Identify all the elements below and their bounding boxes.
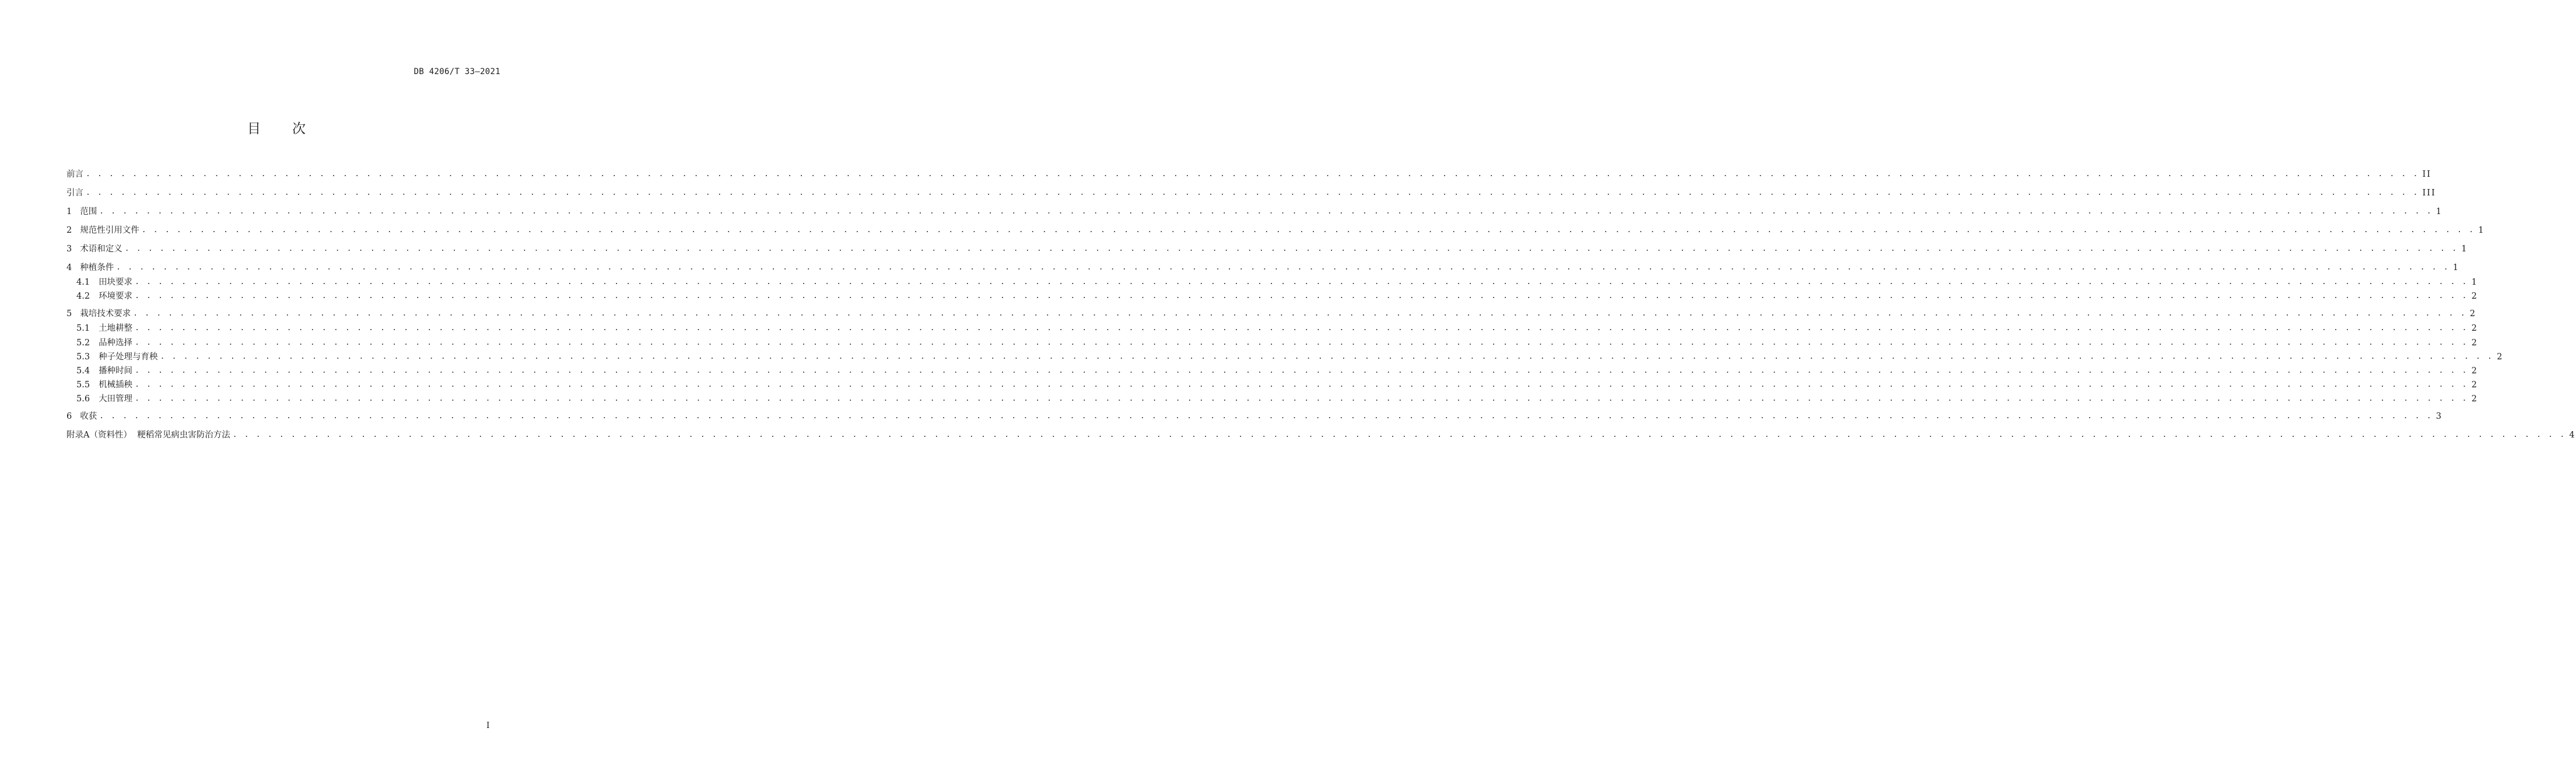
toc-entry[interactable] [66,224,2485,237]
toc-title-part1: 目 [247,121,262,136]
toc-entry-number: 5 [66,309,72,318]
toc-entry-page: 2 [2471,366,2478,376]
toc-dot-leader: . . . . . . . . . . . . . . . . . . . . . . . . . . . . . . . . . . . . . . . . . . . . . . . . . . . . . . . . . . . . . . . . . . . . . . . . . . . . . . . . . . . . . . . . . . . . . . . . . . . . . . . . . . . . . . . . . . . . . . . . . . . . . . . . . . . . . . . . . . . . . . . . . . . . . . . . . . . . . . . . . . . . . . . . . . . . . . . . . . . . . . . . . . . . . . . . . . . . . . . . [133,309,2466,318]
toc-entry[interactable] [76,290,2478,303]
toc-entry-label: 种植条件 [80,263,114,272]
toc-dot-leader: . . . . . . . . . . . . . . . . . . . . . . . . . . . . . . . . . . . . . . . . . . . . . . . . . . . . . . . . . . . . . . . . . . . . . . . . . . . . . . . . . . . . . . . . . . . . . . . . . . . . . . . . . . . . . . . . . . . . . . . . . . . . . . . . . . . . . . . . . . . . . . . . . . . . . . . . . . . . . . . . . . . . . . . . . . . . . . . . . . . . . . . . . . . . . . . . . . . . . . . . [135,278,2468,286]
document-code: DB 4206/T 33—2021 [413,67,500,76]
toc-entry-number: 3 [66,244,72,254]
toc-entry-page: 1 [2435,207,2443,216]
toc-entry-label: 大田管理 [99,394,133,404]
toc-entry-number: 5.5 [76,380,90,390]
toc-entry-page: 1 [2478,226,2485,235]
toc-entry-label: 收获 [80,412,97,421]
toc-entry[interactable] [76,322,2478,335]
toc-entry[interactable] [76,379,2478,391]
toc-title-part2: 次 [292,121,307,136]
page-number: I [486,721,490,730]
toc-entry-page: 3 [2435,412,2443,421]
toc-entry-page: 2 [2471,380,2478,390]
toc-entry-number: 4.2 [76,292,90,301]
toc-entry[interactable] [66,187,2436,200]
toc-entry[interactable] [66,205,2443,218]
toc-entry[interactable] [76,276,2478,289]
toc-entry-page: 1 [2461,244,2468,254]
toc-entry-label: 规范性引用文件 [80,226,139,235]
toc-entry-label: 品种选择 [99,338,133,348]
toc-dot-leader: . . . . . . . . . . . . . . . . . . . . . . . . . . . . . . . . . . . . . . . . . . . . . . . . . . . . . . . . . . . . . . . . . . . . . . . . . . . . . . . . . . . . . . . . . . . . . . . . . . . . . . . . . . . . . . . . . . . . . . . . . . . . . . . . . . . . . . . . . . . . . . . . . . . . . . . . . . . . . . . . . . . . . . . . . . . . . . . . . . . . . . . . . . . . . . . . . . . . . . . . [135,366,2468,375]
toc-entry-page: III [2422,188,2436,198]
toc-entry-label: 附录A（资料性） 粳稻常见病虫害防治方法 [66,430,230,440]
toc-dot-leader: . . . . . . . . . . . . . . . . . . . . . . . . . . . . . . . . . . . . . . . . . . . . . . . . . . . . . . . . . . . . . . . . . . . . . . . . . . . . . . . . . . . . . . . . . . . . . . . . . . . . . . . . . . . . . . . . . . . . . . . . . . . . . . . . . . . . . . . . . . . . . . . . . . . . . . . . . . . . . . . . . . . . . . . . . . . . . . . . . . . . . . . . . . . . . . . . . . . . . . . . [135,292,2468,300]
toc-entry-page: 2 [2471,324,2478,333]
toc-entry-label: 环境要求 [99,292,133,301]
toc-entry[interactable] [66,243,2468,256]
toc-dot-leader: . . . . . . . . . . . . . . . . . . . . . . . . . . . . . . . . . . . . . . . . . . . . . . . . . . . . . . . . . . . . . . . . . . . . . . . . . . . . . . . . . . . . . . . . . . . . . . . . . . . . . . . . . . . . . . . . . . . . . . . . . . . . . . . . . . . . . . . . . . . . . . . . . . . . . . . . . . . . . . . . . . . . . . . . . . . . . . . . . . . . . . . . . . . . . . . . . . . . . . . . [232,430,2566,439]
toc-entry[interactable] [66,429,2576,442]
toc-entry-number: 4.1 [76,278,90,287]
toc-entry-page: 2 [2471,338,2478,348]
toc-entry-label: 机械插秧 [99,380,133,390]
toc-entry-number: 2 [66,226,72,235]
toc-entry-page: II [2422,170,2432,179]
toc-entry[interactable] [66,410,2443,423]
toc-dot-leader: . . . . . . . . . . . . . . . . . . . . . . . . . . . . . . . . . . . . . . . . . . . . . . . . . . . . . . . . . . . . . . . . . . . . . . . . . . . . . . . . . . . . . . . . . . . . . . . . . . . . . . . . . . . . . . . . . . . . . . . . . . . . . . . . . . . . . . . . . . . . . . . . . . . . . . . . . . . . . . . . . . . . . . . . . . . . . . . . . . . . . . . . . . . . . . . . . . . . . . . . [99,207,2433,216]
toc-entry-number: 5.2 [76,338,90,348]
toc-entry-page: 2 [2497,352,2504,362]
toc-entry-number: 5.4 [76,366,90,376]
toc-entry-label: 术语和定义 [80,244,122,254]
toc-dot-leader: . . . . . . . . . . . . . . . . . . . . . . . . . . . . . . . . . . . . . . . . . . . . . . . . . . . . . . . . . . . . . . . . . . . . . . . . . . . . . . . . . . . . . . . . . . . . . . . . . . . . . . . . . . . . . . . . . . . . . . . . . . . . . . . . . . . . . . . . . . . . . . . . . . . . . . . . . . . . . . . . . . . . . . . . . . . . . . . . . . . . . . . . . . . . . . . . . . . . . . . . [160,352,2494,361]
toc-entry-label: 种子处理与育秧 [99,352,158,362]
toc-dot-leader: . . . . . . . . . . . . . . . . . . . . . . . . . . . . . . . . . . . . . . . . . . . . . . . . . . . . . . . . . . . . . . . . . . . . . . . . . . . . . . . . . . . . . . . . . . . . . . . . . . . . . . . . . . . . . . . . . . . . . . . . . . . . . . . . . . . . . . . . . . . . . . . . . . . . . . . . . . . . . . . . . . . . . . . . . . . . . . . . . . . . . . . . . . . . . . . . . . . . . . . . [135,324,2468,332]
toc-entry-label: 土地耕整 [99,324,133,333]
toc-entry-number: 5.3 [76,352,90,362]
toc-entry-page: 2 [2471,292,2478,301]
toc-dot-leader: . . . . . . . . . . . . . . . . . . . . . . . . . . . . . . . . . . . . . . . . . . . . . . . . . . . . . . . . . . . . . . . . . . . . . . . . . . . . . . . . . . . . . . . . . . . . . . . . . . . . . . . . . . . . . . . . . . . . . . . . . . . . . . . . . . . . . . . . . . . . . . . . . . . . . . . . . . . . . . . . . . . . . . . . . . . . . . . . . . . . . . . . . . . . . . . . . . . . . . . . [86,170,2419,178]
toc-entry-number: 5.6 [76,394,90,404]
toc-entry[interactable] [76,393,2478,405]
toc-entry-page: 4 [2569,430,2576,440]
toc-entry-number: 1 [66,207,72,216]
toc-dot-leader: . . . . . . . . . . . . . . . . . . . . . . . . . . . . . . . . . . . . . . . . . . . . . . . . . . . . . . . . . . . . . . . . . . . . . . . . . . . . . . . . . . . . . . . . . . . . . . . . . . . . . . . . . . . . . . . . . . . . . . . . . . . . . . . . . . . . . . . . . . . . . . . . . . . . . . . . . . . . . . . . . . . . . . . . . . . . . . . . . . . . . . . . . . . . . . . . . . . . . . . . [141,226,2475,235]
toc-entry-number: 5.1 [76,324,90,333]
toc-dot-leader: . . . . . . . . . . . . . . . . . . . . . . . . . . . . . . . . . . . . . . . . . . . . . . . . . . . . . . . . . . . . . . . . . . . . . . . . . . . . . . . . . . . . . . . . . . . . . . . . . . . . . . . . . . . . . . . . . . . . . . . . . . . . . . . . . . . . . . . . . . . . . . . . . . . . . . . . . . . . . . . . . . . . . . . . . . . . . . . . . . . . . . . . . . . . . . . . . . . . . . . . [135,338,2468,347]
toc-entry-page: 1 [2452,263,2460,272]
toc-entry[interactable] [66,307,2477,320]
toc-entry[interactable] [66,261,2460,274]
toc-dot-leader: . . . . . . . . . . . . . . . . . . . . . . . . . . . . . . . . . . . . . . . . . . . . . . . . . . . . . . . . . . . . . . . . . . . . . . . . . . . . . . . . . . . . . . . . . . . . . . . . . . . . . . . . . . . . . . . . . . . . . . . . . . . . . . . . . . . . . . . . . . . . . . . . . . . . . . . . . . . . . . . . . . . . . . . . . . . . . . . . . . . . . . . . . . . . . . . . . . . . . . . . [86,188,2419,197]
toc-dot-leader: . . . . . . . . . . . . . . . . . . . . . . . . . . . . . . . . . . . . . . . . . . . . . . . . . . . . . . . . . . . . . . . . . . . . . . . . . . . . . . . . . . . . . . . . . . . . . . . . . . . . . . . . . . . . . . . . . . . . . . . . . . . . . . . . . . . . . . . . . . . . . . . . . . . . . . . . . . . . . . . . . . . . . . . . . . . . . . . . . . . . . . . . . . . . . . . . . . . . . . . . [135,380,2468,389]
toc-entry-label: 引言 [66,188,83,198]
toc-entry[interactable] [76,351,2504,363]
toc-dot-leader: . . . . . . . . . . . . . . . . . . . . . . . . . . . . . . . . . . . . . . . . . . . . . . . . . . . . . . . . . . . . . . . . . . . . . . . . . . . . . . . . . . . . . . . . . . . . . . . . . . . . . . . . . . . . . . . . . . . . . . . . . . . . . . . . . . . . . . . . . . . . . . . . . . . . . . . . . . . . . . . . . . . . . . . . . . . . . . . . . . . . . . . . . . . . . . . . . . . . . . . . [124,244,2458,253]
toc-entry-label: 范围 [80,207,97,216]
toc-entry-label: 田块要求 [99,278,133,287]
toc-entry-page: 2 [2469,309,2477,318]
toc-entry[interactable] [66,168,2432,181]
toc-entry-label: 播种时间 [99,366,133,376]
toc-entry[interactable] [76,365,2478,377]
toc-entry-number: 4 [66,263,72,272]
toc-dot-leader: . . . . . . . . . . . . . . . . . . . . . . . . . . . . . . . . . . . . . . . . . . . . . . . . . . . . . . . . . . . . . . . . . . . . . . . . . . . . . . . . . . . . . . . . . . . . . . . . . . . . . . . . . . . . . . . . . . . . . . . . . . . . . . . . . . . . . . . . . . . . . . . . . . . . . . . . . . . . . . . . . . . . . . . . . . . . . . . . . . . . . . . . . . . . . . . . . . . . . . . . [135,394,2468,403]
toc-entry-label: 栽培技术要求 [80,309,131,318]
toc-dot-leader: . . . . . . . . . . . . . . . . . . . . . . . . . . . . . . . . . . . . . . . . . . . . . . . . . . . . . . . . . . . . . . . . . . . . . . . . . . . . . . . . . . . . . . . . . . . . . . . . . . . . . . . . . . . . . . . . . . . . . . . . . . . . . . . . . . . . . . . . . . . . . . . . . . . . . . . . . . . . . . . . . . . . . . . . . . . . . . . . . . . . . . . . . . . . . . . . . . . . . . . . [116,263,2449,272]
toc-entry-page: 1 [2471,278,2478,287]
toc-entry[interactable] [76,337,2478,349]
toc-entry-label: 前言 [66,170,83,179]
toc-entry-number: 6 [66,412,72,421]
toc-entry-page: 2 [2471,394,2478,404]
toc-dot-leader: . . . . . . . . . . . . . . . . . . . . . . . . . . . . . . . . . . . . . . . . . . . . . . . . . . . . . . . . . . . . . . . . . . . . . . . . . . . . . . . . . . . . . . . . . . . . . . . . . . . . . . . . . . . . . . . . . . . . . . . . . . . . . . . . . . . . . . . . . . . . . . . . . . . . . . . . . . . . . . . . . . . . . . . . . . . . . . . . . . . . . . . . . . . . . . . . . . . . . . . . [99,412,2433,421]
